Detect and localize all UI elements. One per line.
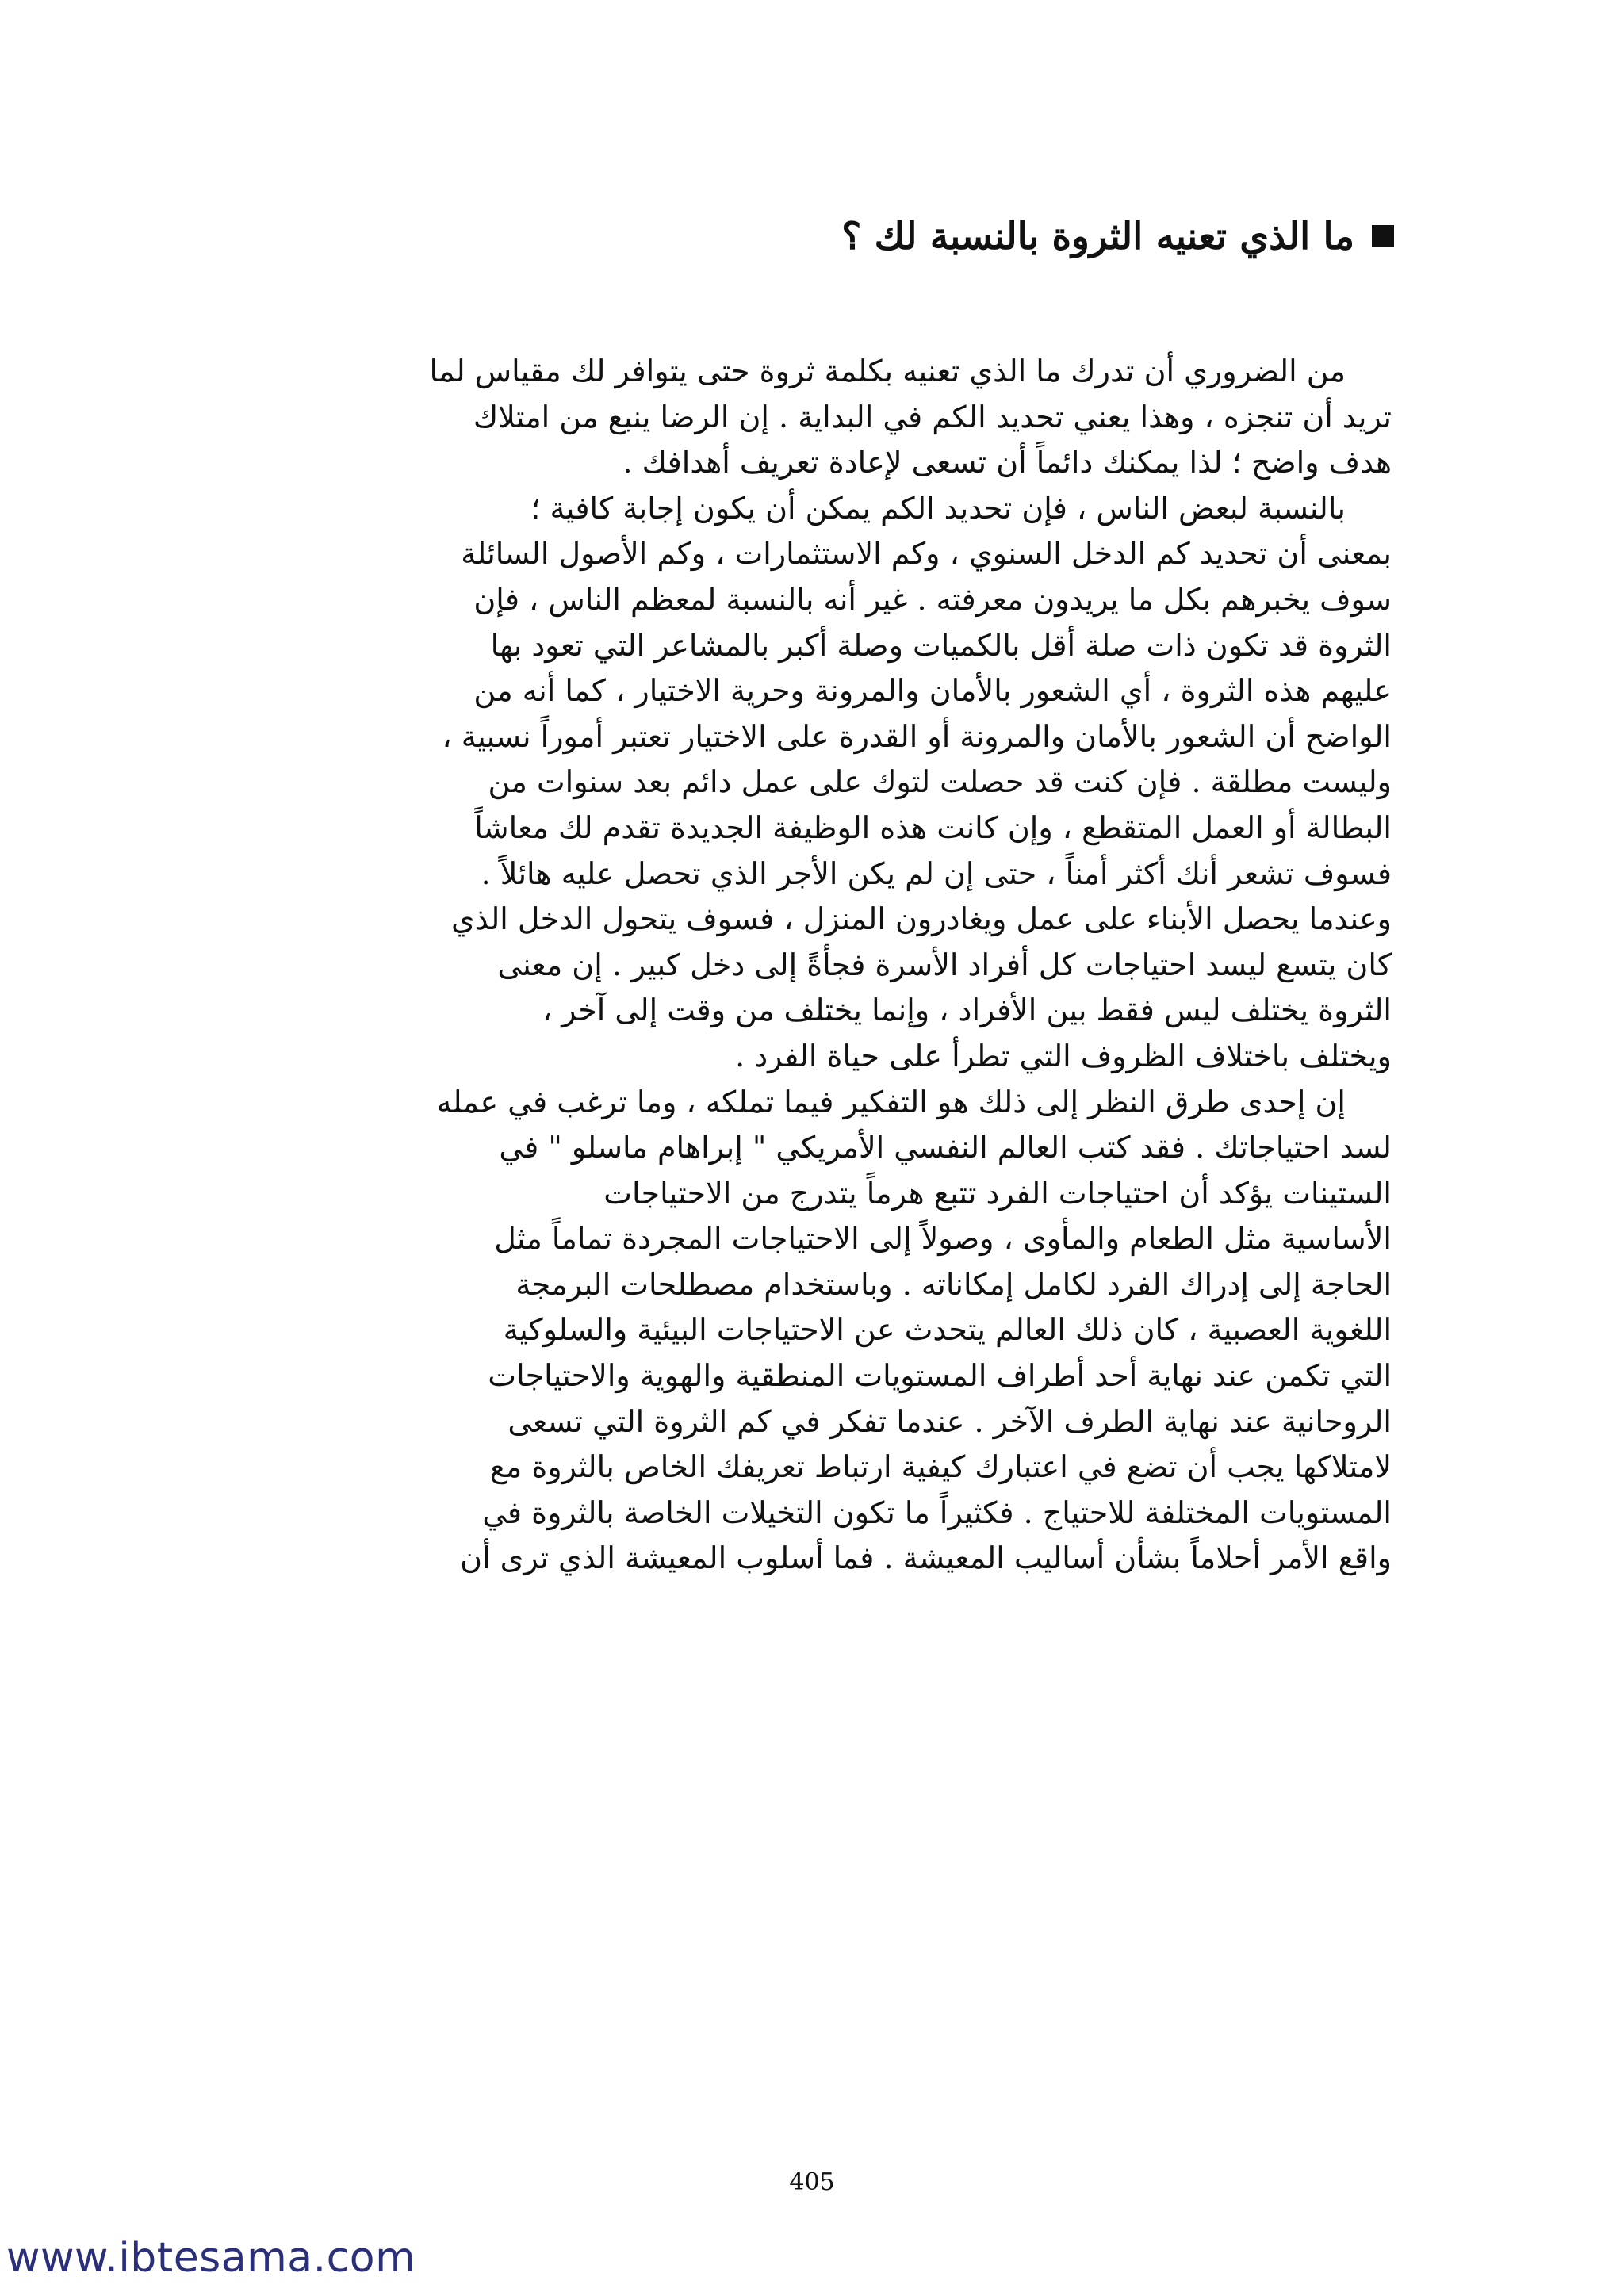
text-line: الثروة قد تكون ذات صلة أقل بالكميات وصلة أكبر بالمشاعر التي تعود بها (490, 627, 1392, 663)
text-line: الواضح أن الشعور بالأمان والمرونة أو القدرة على الاختيار تعتبر أموراً نسبية ، (442, 718, 1392, 754)
section-heading-row (555, 205, 1394, 268)
text-line: اللغوية العصبية ، كان ذلك العالم يتحدث عن الاحتياجات البيئية والسلوكية (503, 1312, 1392, 1348)
text-line: تريد أن تنجزه ، وهذا يعني تحديد الكم في البداية . إن الرضا ينبع من امتلاك (473, 399, 1392, 434)
text-line: لامتلاكها يجب أن تضع في اعتبارك كيفية ارتباط تعريفك الخاص بالثروة مع (489, 1449, 1392, 1485)
text-line: الأساسية مثل الطعام والمأوى ، وصولاً إلى الاحتياجات المجردة تماماً مثل (494, 1221, 1392, 1257)
text-line: فسوف تشعر أنك أكثر أمناً ، حتى إن لم يكن الأجر الذي تحصل عليه هائلاً . (481, 855, 1392, 891)
square-bullet-icon (1372, 225, 1394, 247)
text-line: الروحانية عند نهاية الطرف الآخر . عندما تفكر في كم الثروة التي تسعى (508, 1403, 1392, 1439)
text-line: إن إحدى طرق النظر إلى ذلك هو التفكير فيما تملكه ، وما ترغب في عمله (436, 1084, 1346, 1119)
text-line: وعندما يحصل الأبناء على عمل ويغادرون المنزل ، فسوف يتحول الدخل الذي (451, 901, 1392, 937)
body-text (266, 349, 1392, 1582)
text-line: الستينات يؤكد أن احتياجات الفرد تتبع هرماً يتدرج من الاحتياجات (603, 1175, 1392, 1211)
text-line: بمعنى أن تحديد كم الدخل السنوي ، وكم الاستثمارات ، وكم الأصول السائلة (461, 536, 1392, 572)
text-line: كان يتسع ليسد احتياجات كل أفراد الأسرة فجأةً إلى دخل كبير . إن معنى (497, 947, 1392, 982)
text-line: لسد احتياجاتك . فقد كتب العالم النفسي الأمريكي " إبراهام ماسلو " في (499, 1130, 1392, 1165)
text-line: بالنسبة لبعض الناس ، فإن تحديد الكم يمكن أن يكون إجابة كافية ؛ (530, 490, 1346, 526)
text-line: البطالة أو العمل المتقطع ، وإن كانت هذه الوظيفة الجديدة تقدم لك معاشاً (474, 809, 1392, 845)
text-line: واقع الأمر أحلاماً بشأن أساليب المعيشة . فما أسلوب المعيشة الذي ترى أن (460, 1540, 1392, 1576)
section-heading: ما الذي تعنيه الثروة بالنسبة لك ؟ (841, 214, 1354, 258)
text-line: سوف يخبرهم بكل ما يريدون معرفته . غير أنه بالنسبة لمعظم الناس ، فإن (473, 581, 1392, 617)
watermark-link[interactable]: www.ibtesama.com (6, 2234, 416, 2282)
text-line: التي تكمن عند نهاية أحد أطراف المستويات المنطقية والهوية والاحتياجات (488, 1358, 1392, 1394)
page-number: 405 (789, 2168, 835, 2196)
text-line: الثروة يختلف ليس فقط بين الأفراد ، وإنما يختلف من وقت إلى آخر ، (542, 993, 1392, 1028)
text-line: وليست مطلقة . فإن كنت قد حصلت لتوك على عمل دائم بعد سنوات من (488, 764, 1392, 800)
text-line: الحاجة إلى إدراك الفرد لكامل إمكاناته . وباستخدام مصطلحات البرمجة (515, 1266, 1392, 1302)
text-line: هدف واضح ؛ لذا يمكنك دائماً أن تسعى لإعادة تعريف أهدافك . (622, 445, 1392, 480)
text-line: عليهم هذه الثروة ، أي الشعور بالأمان والمرونة وحرية الاختيار ، كما أنه من (473, 673, 1392, 709)
text-line: ويختلف باختلاف الظروف التي تطرأ على حياة الفرد . (735, 1038, 1392, 1073)
text-line: من الضروري أن تدرك ما الذي تعنيه بكلمة ثروة حتى يتوافر لك مقياس لما (429, 354, 1346, 388)
text-line: المستويات المختلفة للاحتياج . فكثيراً ما تكون التخيلات الخاصة بالثروة في (482, 1494, 1392, 1530)
